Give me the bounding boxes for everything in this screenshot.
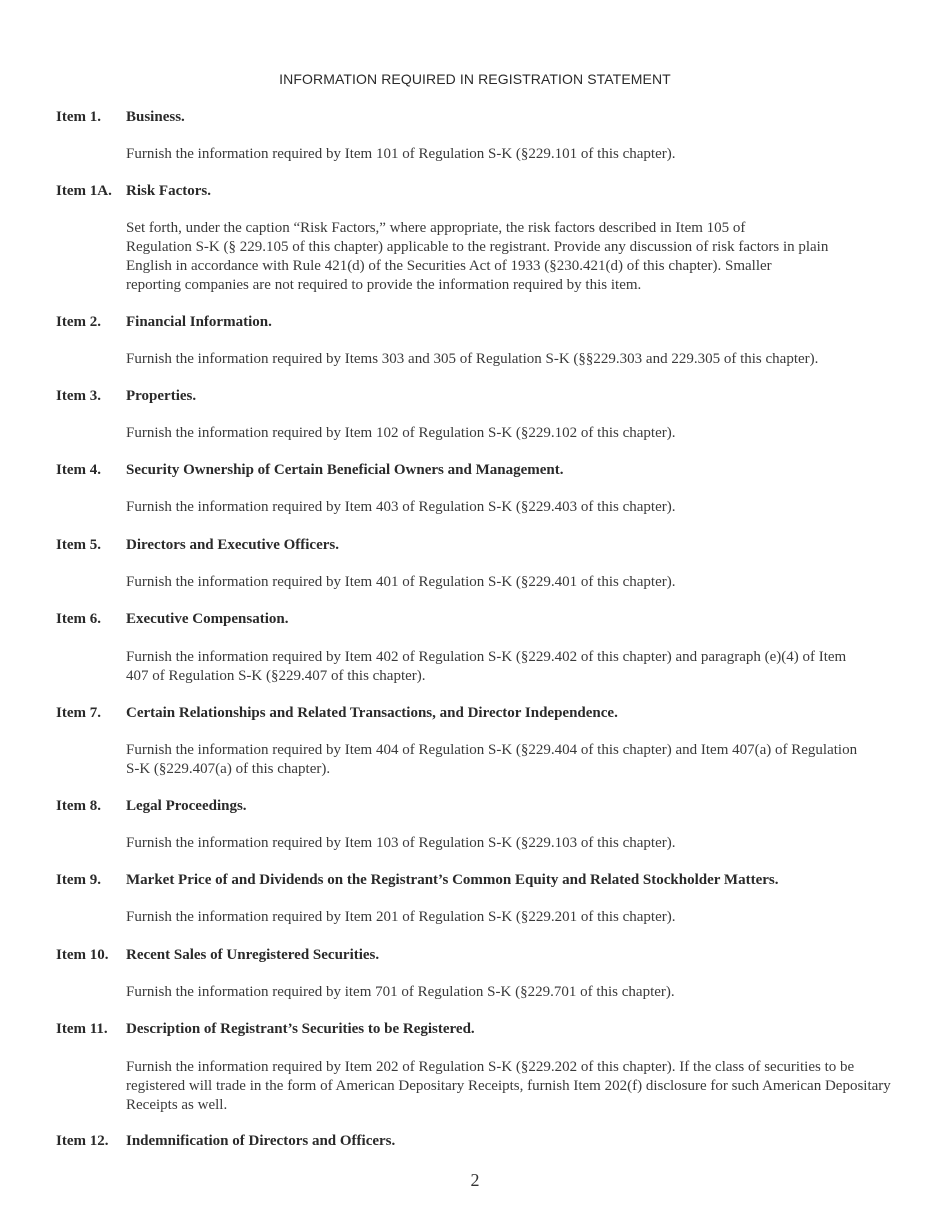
item-number: Item 12. [56, 1133, 109, 1149]
item-number: Item 6. [56, 611, 101, 627]
item-body-6 [126, 648, 896, 686]
item-body-8: Furnish the information required by Item 103 of Regulation S-K (§229.103 of this chapter). [126, 835, 676, 851]
item-number: Item 5. [56, 537, 101, 553]
item-number: Item 3. [56, 388, 101, 404]
item-number: Item 11. [56, 1021, 108, 1037]
item-body-1a [126, 219, 896, 295]
body-line: Set forth, under the caption “Risk Factors,” where appropriate, the risk factors described in Item 105 of [126, 220, 746, 236]
item-heading-6 [56, 610, 916, 629]
item-heading-1 [56, 108, 916, 127]
body-line: 407 of Regulation S-K (§229.407 of this chapter). [126, 668, 426, 684]
item-heading-12 [56, 1132, 916, 1151]
body-line: Regulation S-K (§ 229.105 of this chapter) applicable to the registrant. Provide any discussion of risk factors in plain [126, 239, 829, 255]
item-body-1: Furnish the information required by Item 101 of Regulation S-K (§229.101 of this chapter). [126, 146, 676, 162]
item-title: Financial Information. [126, 314, 272, 330]
item-body-2: Furnish the information required by Items 303 and 305 of Regulation S-K (§§229.303 and 229.305 of this chapter). [126, 351, 819, 367]
item-title: Business. [126, 109, 185, 125]
item-heading-5 [56, 536, 916, 555]
item-title: Certain Relationships and Related Transactions, and Director Independence. [126, 705, 618, 721]
body-line: registered will trade in the form of American Depositary Receipts, furnish Item 202(f) disclosure for such American Depositary [126, 1078, 891, 1094]
item-number: Item 8. [56, 798, 101, 814]
item-heading-8 [56, 797, 916, 816]
page-number: 2 [470, 1170, 480, 1190]
item-title: Security Ownership of Certain Beneficial Owners and Management. [126, 462, 564, 478]
body-line: reporting companies are not required to provide the information required by this item. [126, 277, 642, 293]
item-title: Executive Compensation. [126, 611, 289, 627]
item-heading-10 [56, 946, 916, 965]
item-heading-2 [56, 313, 916, 332]
body-line: Receipts as well. [126, 1097, 228, 1113]
item-title: Legal Proceedings. [126, 798, 247, 814]
item-body-10: Furnish the information required by item 701 of Regulation S-K (§229.701 of this chapter). [126, 984, 675, 1000]
item-title: Market Price of and Dividends on the Registrant’s Common Equity and Related Stockholder Matters. [126, 872, 779, 888]
item-body-3: Furnish the information required by Item 102 of Regulation S-K (§229.102 of this chapter). [126, 425, 676, 441]
item-number: Item 9. [56, 872, 101, 888]
body-line: S-K (§229.407(a) of this chapter). [126, 761, 331, 777]
item-number: Item 7. [56, 705, 101, 721]
item-title: Recent Sales of Unregistered Securities. [126, 947, 380, 963]
item-heading-4 [56, 461, 916, 480]
page-heading: INFORMATION REQUIRED IN REGISTRATION STATEMENT [279, 71, 671, 87]
item-number: Item 1A. [56, 183, 112, 199]
item-title: Indemnification of Directors and Officers. [126, 1133, 396, 1149]
item-title: Description of Registrant’s Securities to be Registered. [126, 1021, 475, 1037]
item-body-4: Furnish the information required by Item 403 of Regulation S-K (§229.403 of this chapter). [126, 499, 676, 515]
item-heading-7 [56, 704, 916, 723]
item-heading-1a [56, 182, 916, 201]
item-number: Item 4. [56, 462, 101, 478]
item-title: Directors and Executive Officers. [126, 537, 339, 553]
body-line: Furnish the information required by Item 402 of Regulation S-K (§229.402 of this chapter) and paragraph (e)(4) of Item [126, 649, 847, 665]
item-number: Item 2. [56, 314, 101, 330]
item-heading-9 [56, 871, 916, 890]
item-title: Risk Factors. [126, 183, 211, 199]
item-title: Properties. [126, 388, 197, 404]
item-body-5: Furnish the information required by Item 401 of Regulation S-K (§229.401 of this chapter). [126, 574, 676, 590]
item-number: Item 10. [56, 947, 109, 963]
item-heading-11 [56, 1020, 916, 1039]
item-heading-3 [56, 387, 916, 406]
item-body-9: Furnish the information required by Item 201 of Regulation S-K (§229.201 of this chapter). [126, 909, 676, 925]
body-line: English in accordance with Rule 421(d) of the Securities Act of 1933 (§230.421(d) of this chapter). Smaller [126, 258, 772, 274]
item-number: Item 1. [56, 109, 101, 125]
item-body-11 [126, 1058, 896, 1115]
body-line: Furnish the information required by Item 202 of Regulation S-K (§229.202 of this chapter). If the class of securities to be [126, 1059, 855, 1075]
body-line: Furnish the information required by Item 404 of Regulation S-K (§229.404 of this chapter) and Item 407(a) of Regulation [126, 742, 858, 758]
item-body-7 [126, 741, 896, 779]
